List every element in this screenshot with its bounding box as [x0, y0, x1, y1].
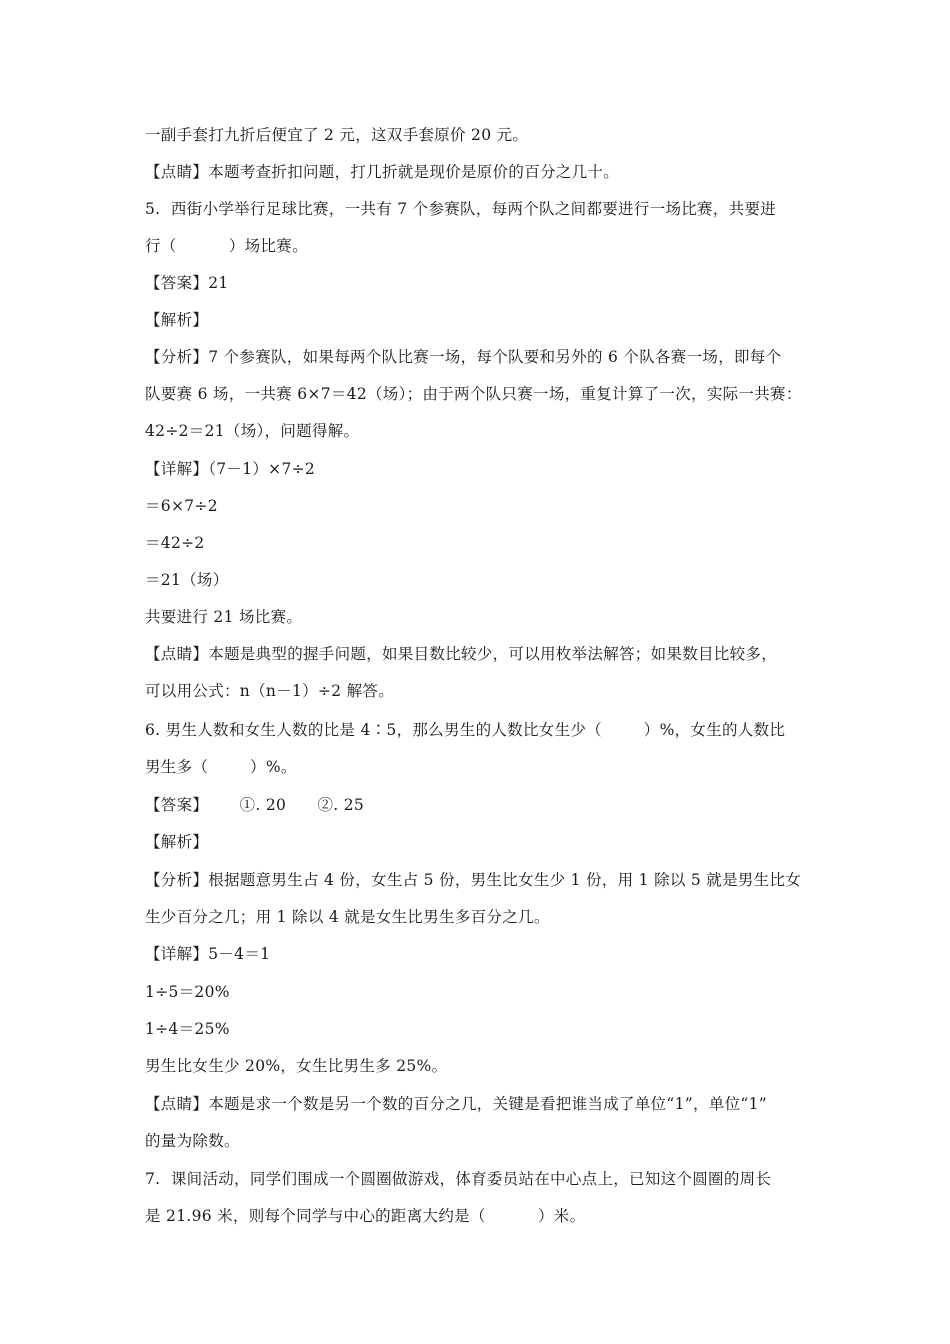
text-line: 可以用公式：n（n－1）÷2 解答。 — [145, 682, 395, 700]
analysis-heading: 【解析】 — [145, 833, 209, 851]
equation-line: 1÷4＝25% — [145, 1020, 230, 1038]
equation-line: 1÷5＝20% — [145, 983, 230, 1001]
text-line: 共要进行 21 场比赛。 — [145, 608, 303, 626]
equation-line: ＝42÷2 — [145, 534, 205, 552]
text-line: 【分析】7 个参赛队，如果每两个队比赛一场，每个队要和另外的 6 个队各赛一场，即每个 — [145, 348, 782, 366]
text-line: 一副手套打九折后便宜了 2 元，这双手套原价 20 元。 — [145, 126, 529, 144]
answer-line: 【答案】 ①. 20 ②. 25 — [145, 796, 365, 814]
answer-line: 【答案】21 — [145, 274, 229, 292]
text-line: 42÷2＝21（场），问题得解。 — [145, 422, 360, 440]
text-line: 【点睛】本题是典型的握手问题，如果目数比较少，可以用枚举法解答；如果数目比较多， — [145, 645, 778, 663]
question-5-line-1: 5. 西街小学举行足球比赛，一共有 7 个参赛队，每两个队之间都要进行一场比赛，共要进 — [145, 200, 777, 218]
analysis-heading: 【解析】 — [145, 311, 209, 329]
question-6-line-1: 6. 男生人数和女生人数的比是 4∶5，那么男生的人数比女生少（ ）%，女生的人数比 — [145, 721, 786, 739]
text-line: 【详解】（7－1）×7÷2 — [145, 460, 316, 478]
text-line: 【点睛】本题是求一个数是另一个数的百分之几，关键是看把谁当成了单位“1”，单位“1” — [145, 1095, 768, 1113]
text-line: 【分析】根据题意男生占 4 份，女生占 5 份，男生比女生少 1 份，用 1 除以 5 就是男生比女 — [145, 871, 802, 889]
text-line: 生少百分之几；用 1 除以 4 就是女生比男生多百分之几。 — [145, 908, 550, 926]
text-line: 【点睛】本题考查折扣问题，打几折就是现价是原价的百分之几十。 — [145, 163, 620, 181]
question-6-line-2: 男生多（ ）%。 — [145, 758, 297, 776]
equation-line: ＝6×7÷2 — [145, 497, 218, 515]
text-line: 男生比女生少 20%，女生比男生多 25%。 — [145, 1057, 448, 1075]
question-7-line-1: 7. 课间活动，同学们围成一个圆圈做游戏，体育委员站在中心点上，已知这个圆圈的周长 — [145, 1170, 772, 1188]
text-line: 队要赛 6 场，一共赛 6×7＝42（场）；由于两个队只赛一场，重复计算了一次，实际一共赛： — [145, 385, 802, 403]
text-line: 的量为除数。 — [145, 1132, 240, 1150]
text-line: 【详解】5－4＝1 — [145, 945, 271, 963]
question-5-line-2: 行（ ）场比赛。 — [145, 237, 308, 255]
equation-line: ＝21（场） — [145, 571, 229, 589]
question-7-line-2: 是 21.96 米，则每个同学与中心的距离大约是（ ）米。 — [145, 1207, 586, 1225]
